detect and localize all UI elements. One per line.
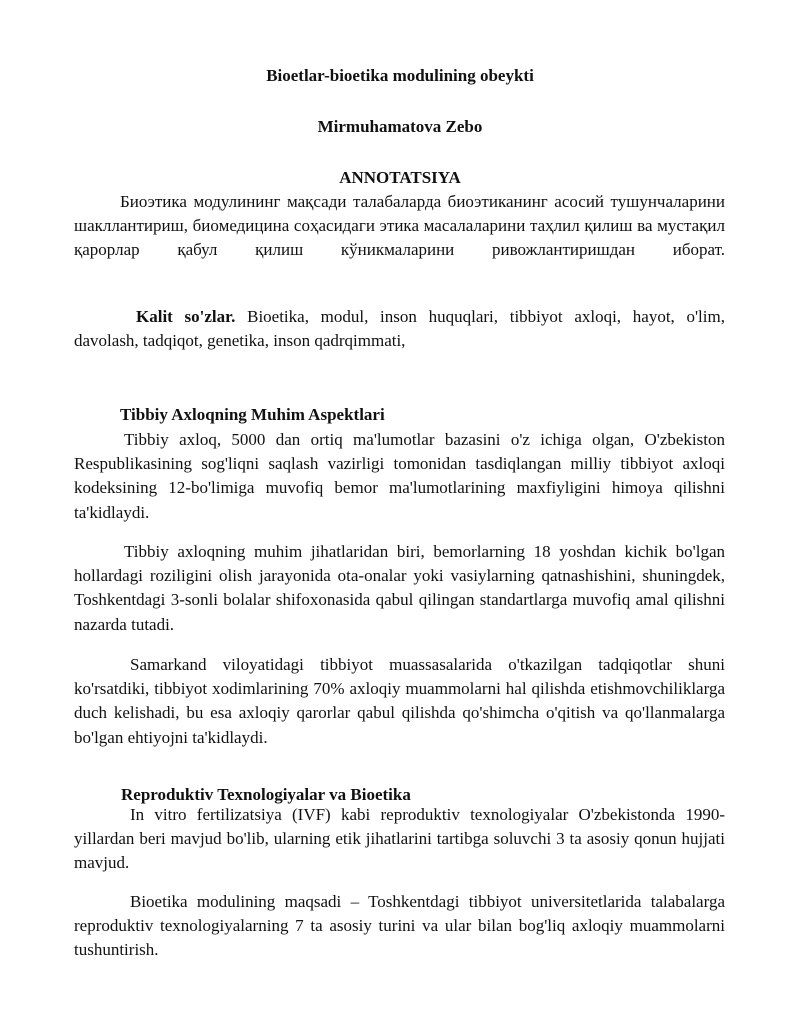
section-heading-medical-ethics: Tibbiy Axloqning Muhim Aspektlari [120,405,385,424]
keywords-paragraph [74,305,725,353]
annotation-paragraph [74,190,725,263]
section-heading-reproductive-tech: Reproduktiv Texnologiyalar va Bioetika [121,785,411,804]
section1-paragraph-2: Tibbiy axloqning muhim jihatlaridan biri, bemorlarning 18 yoshdan kichik bo'lgan hollardagi roziligini olish jarayonida ota-onalar yoki vasiylarning qatnashishini, shuningdek, Toshkentdagi 3-sonli bolalar shifoxonasida qabul qilingan standartlarga muvofiq amal qilishni nazarda tutadi. [74,542,725,634]
keywords-label: Kalit so'zlar. [136,307,236,326]
annotation-heading: ANNOTATSIYA [339,168,461,187]
section1-paragraph-3: Samarkand viloyatidagi tibbiyot muassasalarida o'tkazilgan tadqiqotlar shuni ko'rsatdiki, tibbiyot xodimlarining 70% axloqiy muammolarni hal qilishda etishmovchiliklarga duch kelishadi, bu esa axloqiy qarorlar qabul qilishda qo'shimcha o'qitish va qo'llanmalarga bo'lgan ehtiyojni ta'kidlaydi. [74,655,725,747]
section2-paragraph-1: In vitro fertilizatsiya (IVF) kabi reproduktiv texnologiyalar O'zbekistonda 1990-yillardan beri mavjud bo'lib, ularning etik jihatlarini tartibga soluvchi 3 ta asosiy qonun hujjati mavjud. [74,805,725,873]
author-name: Mirmuhamatova Zebo [317,117,483,136]
document-title: Bioetlar-bioetika modulining obeykti [266,66,534,85]
keywords-text: Bioetika, modul, inson huquqlari, tibbiyot axloqi, hayot, o'lim, davolash, tadqiqot, genetika, inson qadrqimmati, [74,307,725,351]
section1-paragraph-1: Tibbiy axloq, 5000 dan ortiq ma'lumotlar bazasini o'z ichiga olgan, O'zbekiston Respublikasining sog'liqni saqlash vazirligi tomonidan tasdiqlangan milliy tibbiyot axloqi kodeksining 12-bo'limiga muvofiq bemor ma'lumotlarining maxfiyligini himoya qilishni ta'kidlaydi. [74,430,725,522]
section2-paragraph-2: Bioetika modulining maqsadi – Toshkentdagi tibbiyot universitetlarida talabalarga reproduktiv texnologiyalarning 7 ta asosiy turini va ular bilan bog'liq axloqiy muammolarni tushuntirish. [74,892,725,960]
annotation-text: Биоэтика модулининг мақсади талабаларда биоэтиканинг асосий тушунчаларини шакллантириш, биомедицина соҳасидаги этика масалаларини таҳлил қилиш ва мустақил қарорлар қабул қилиш кўникмаларини ривожлантиришдан иборат. [74,192,725,260]
